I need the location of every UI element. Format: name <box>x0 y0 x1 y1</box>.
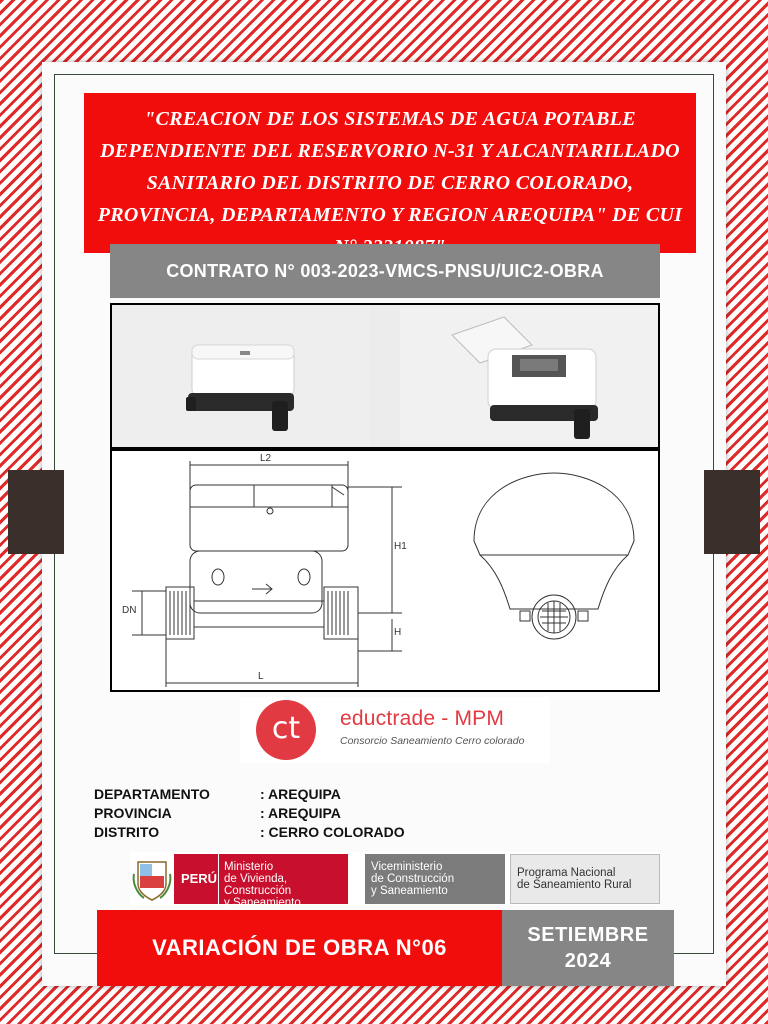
date-month: SETIEMBRE <box>527 924 649 946</box>
dimension-drawing <box>112 451 658 690</box>
program-line: Programa Nacional <box>517 867 616 879</box>
dimension-label-dn: DN <box>122 605 137 616</box>
location-label: PROVINCIA <box>94 805 172 821</box>
logo-subtitle: Consorcio Saneamiento Cerro colorado <box>340 735 525 747</box>
dimension-label-l2: L2 <box>260 453 272 464</box>
peru-label: PERÚ <box>180 854 219 904</box>
vice-ministry-line: de Construcción <box>371 873 455 885</box>
left-binding-tab <box>8 470 64 554</box>
contract-number: CONTRATO N° 003-2023-VMCS-PNSU/UIC2-OBRA <box>110 244 660 298</box>
location-row <box>94 804 405 823</box>
vice-ministry-block <box>365 854 505 904</box>
ministry-line: y Saneamiento <box>224 897 301 909</box>
project-title: "CREACION DE LOS SISTEMAS DE AGUA POTABLE DEPENDIENTE DEL RESERVORIO N-31 Y ALCANTARILLADO SANITARIO DEL DISTRITO DE CERRO COLORADO, PROVINCIA, DEPARTAMENTO Y REGION AREQUIPA" DE CUI <box>84 93 696 253</box>
ministry-line: de Vivienda, Construcción <box>224 873 292 897</box>
meter-photo-illustration <box>112 305 658 447</box>
ministry-block <box>174 854 348 909</box>
program-block <box>510 854 660 904</box>
program-name <box>517 867 631 891</box>
location-label: DEPARTAMENTO <box>94 786 210 802</box>
location-info <box>94 785 405 842</box>
location-row <box>94 785 405 804</box>
location-value: : CERRO COLORADO <box>260 824 405 840</box>
location-label: DISTRITO <box>94 824 160 840</box>
consortium-logo <box>240 697 550 763</box>
logo-mark: ct <box>271 711 301 746</box>
meter-technical-drawing <box>110 449 660 692</box>
date-year: 2024 <box>564 950 612 972</box>
dimension-label-h: H <box>394 627 402 638</box>
logo-brand-name: eductrade - MPM <box>340 707 505 730</box>
location-value: : AREQUIPA <box>260 805 341 821</box>
date-block <box>502 910 674 986</box>
ministry-line: Ministerio <box>224 861 274 873</box>
vice-ministry-name <box>371 861 454 897</box>
dimension-label-h1: H1 <box>394 541 407 552</box>
variation-label: VARIACIÓN DE OBRA N°06 <box>97 910 502 986</box>
location-value: : AREQUIPA <box>260 786 341 802</box>
government-banner <box>130 852 660 909</box>
dimension-label-l: L <box>258 671 264 682</box>
water-meter-photos <box>110 303 660 449</box>
vice-ministry-line: y Saneamiento <box>371 885 448 897</box>
coat-of-arms-icon <box>132 854 172 904</box>
program-line: de Saneamiento Rural <box>517 879 632 891</box>
location-row <box>94 823 405 842</box>
vice-ministry-line: Viceministerio <box>371 861 443 873</box>
ministry-name <box>224 861 348 909</box>
right-binding-tab <box>704 470 760 554</box>
